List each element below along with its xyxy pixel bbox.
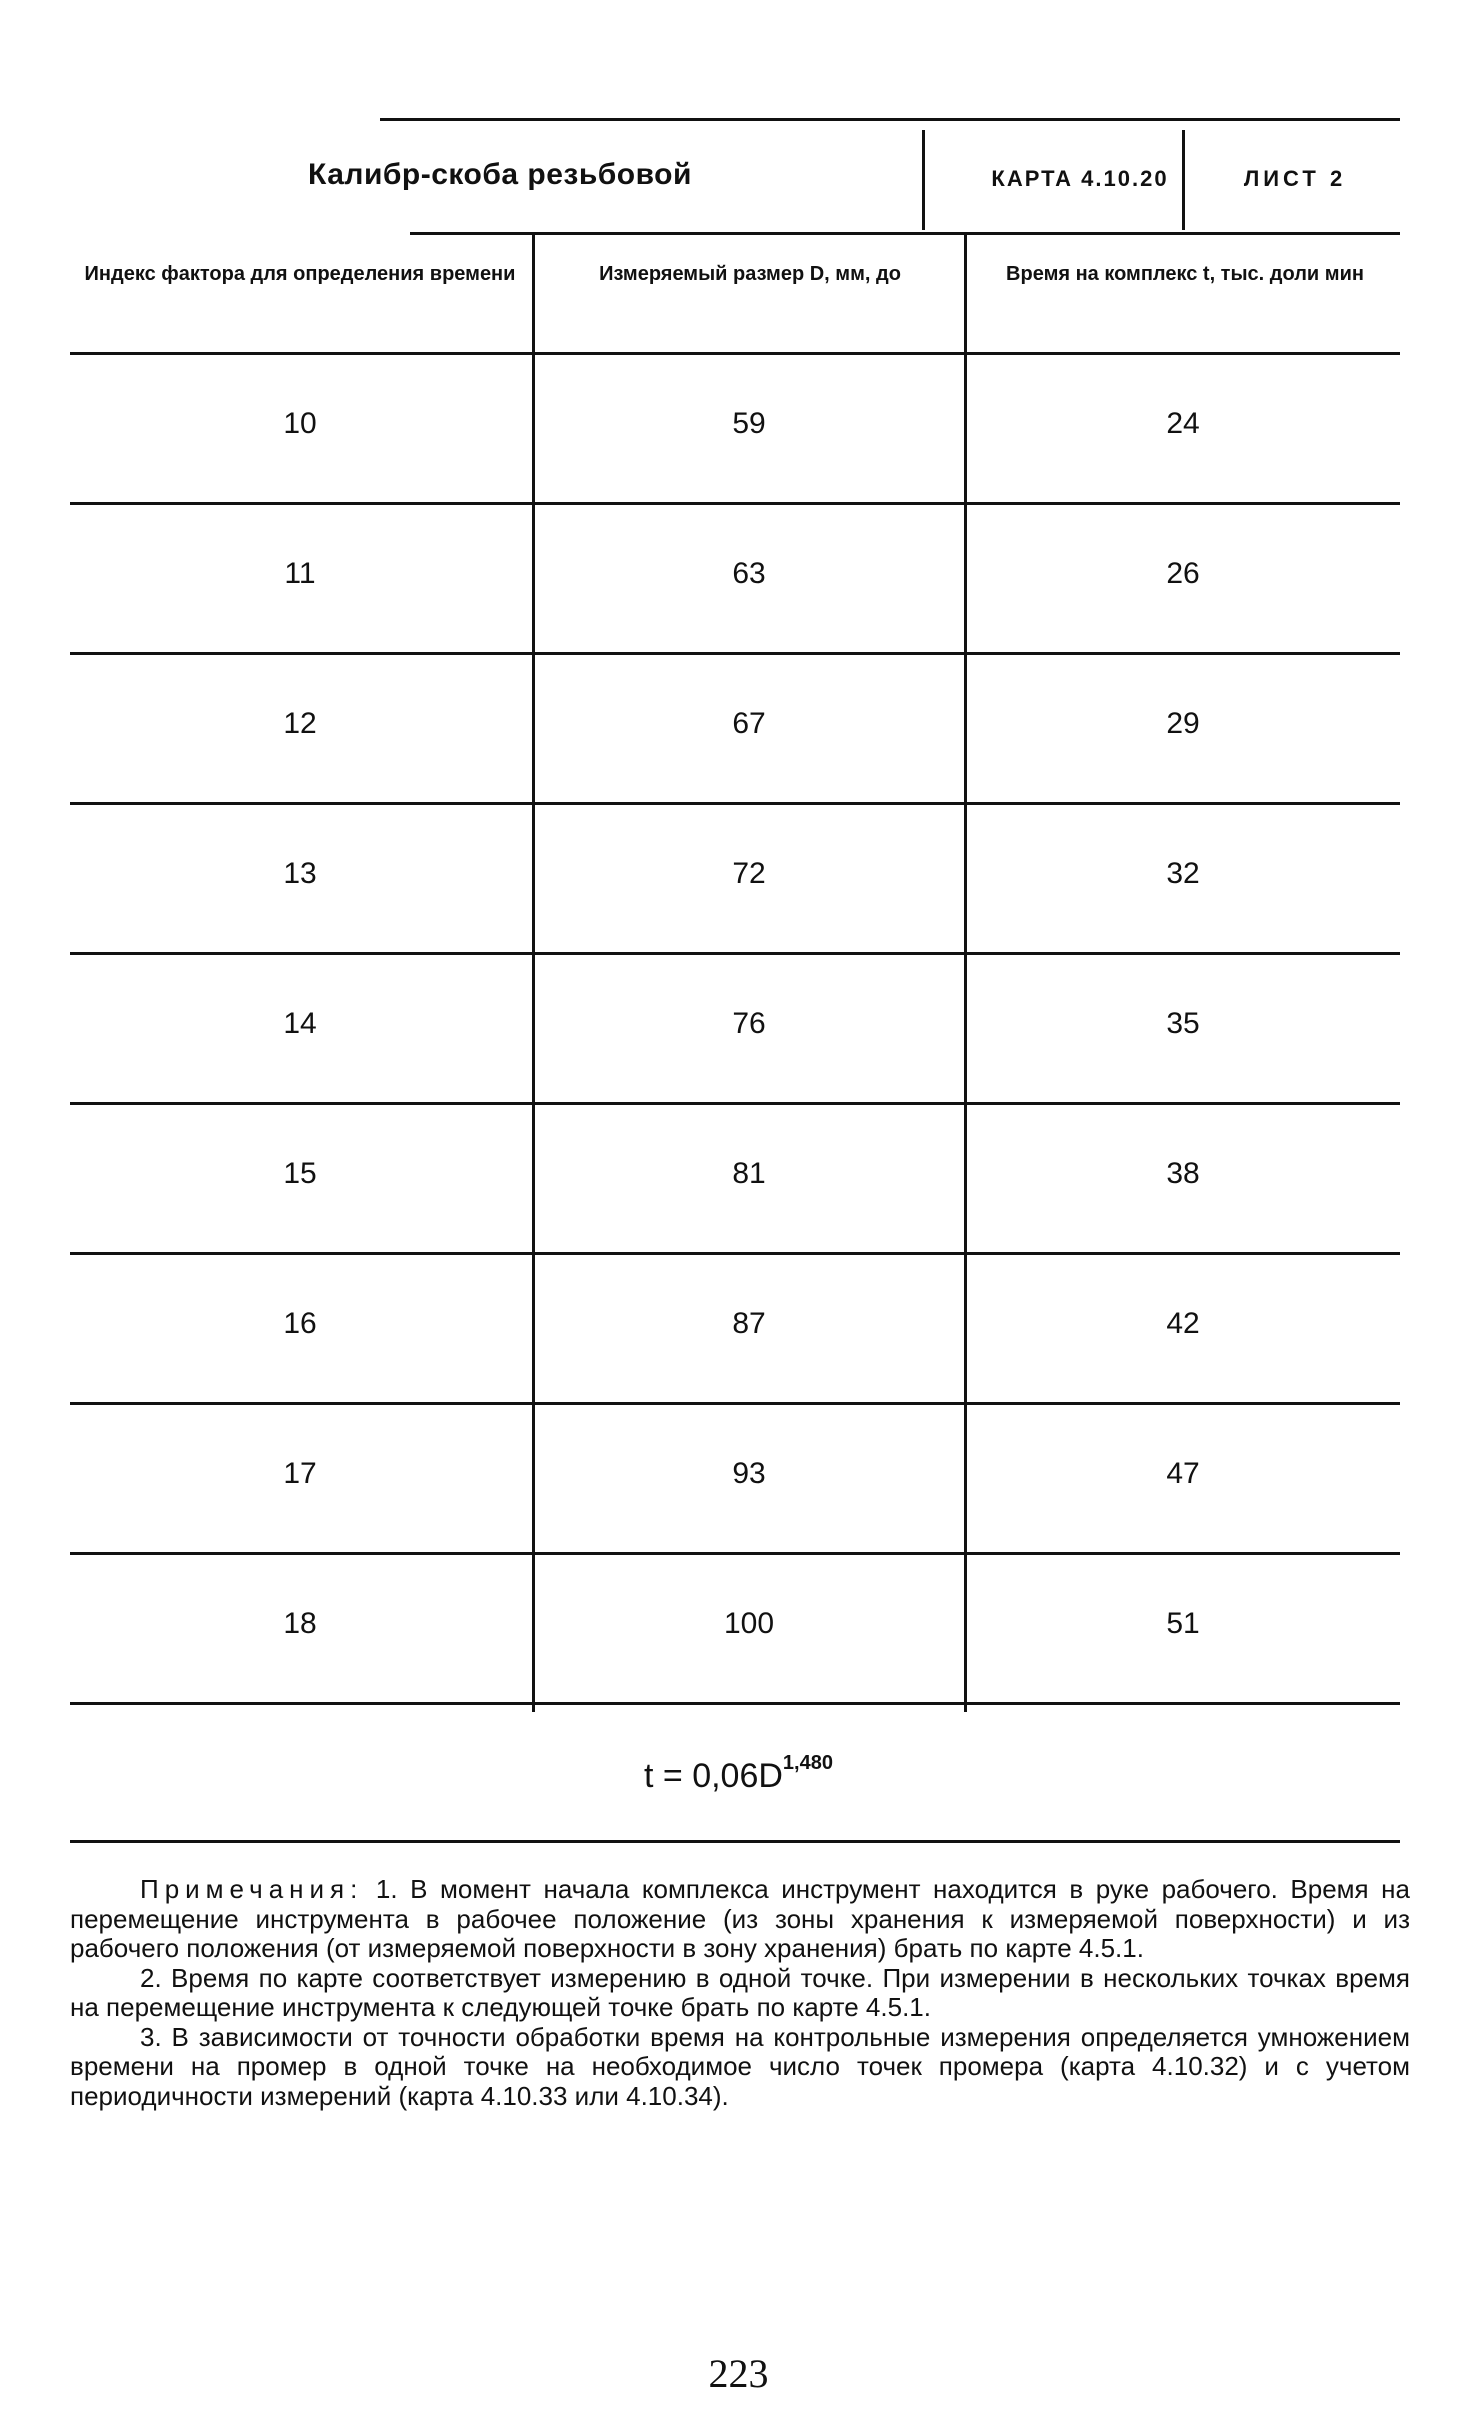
- table-cell: 59: [732, 407, 766, 440]
- table-cell: 67: [732, 707, 766, 740]
- formula: [0, 1752, 1477, 1796]
- table-cell: 18: [283, 1607, 317, 1640]
- note-2: 2. Время по карте соответствует измерению в одной точке. При измерении в нескольких точках время на перемещение инструмента к следующей точке брать по карте 4.5.1.: [70, 1962, 1410, 2022]
- column-header-size: Измеряемый размер D, мм, до: [599, 263, 901, 285]
- table-cell: 11: [284, 557, 316, 590]
- table-row-rule: [70, 1102, 1400, 1105]
- formula-rule: [70, 1840, 1400, 1843]
- formula-base: t = 0,06D: [644, 1757, 783, 1795]
- table-cell: 81: [732, 1157, 766, 1190]
- header-top-rule: [380, 118, 1400, 121]
- column-header-index: Индекс фактора для определения времени: [84, 263, 516, 285]
- table-row-rule: [70, 652, 1400, 655]
- table-row-rule: [70, 1552, 1400, 1555]
- card-title: Калибр-скоба резьбовой: [308, 158, 692, 191]
- table-cell: 13: [283, 857, 317, 890]
- card-header: [70, 122, 1400, 232]
- table-cell: 93: [732, 1457, 766, 1490]
- notes-section: [70, 1875, 1410, 2111]
- table-row-rule: [70, 1252, 1400, 1255]
- table-cell: 100: [723, 1607, 775, 1640]
- table-cell: 35: [1166, 1007, 1200, 1040]
- table-cell: 72: [732, 857, 766, 890]
- table-cell: 10: [283, 407, 317, 440]
- table-cell: 42: [1166, 1307, 1200, 1340]
- table-cell: 12: [283, 707, 317, 740]
- table-row-rule: [70, 502, 1400, 505]
- table-cell: 63: [732, 557, 766, 590]
- table-cell: 38: [1166, 1157, 1200, 1190]
- table-rule: [70, 352, 1400, 355]
- header-divider: [922, 130, 925, 230]
- table-cell: 16: [283, 1307, 317, 1340]
- table-cell: 24: [1166, 407, 1200, 440]
- table-cell: 14: [283, 1007, 317, 1040]
- card-number: КАРТА 4.10.20: [991, 166, 1169, 191]
- table-row-rule: [70, 1702, 1400, 1705]
- page-number: 223: [708, 2351, 769, 2396]
- table-cell: 87: [732, 1307, 766, 1340]
- table-cell: 15: [283, 1157, 317, 1190]
- header-divider: [1182, 130, 1185, 230]
- table-cell: 51: [1166, 1607, 1200, 1640]
- notes-label: Примечания:: [140, 1874, 364, 1904]
- table-row-rule: [70, 952, 1400, 955]
- table-cell: 76: [732, 1007, 766, 1040]
- table-row-rule: [70, 1402, 1400, 1405]
- table-row-rule: [70, 802, 1400, 805]
- note-3: 3. В зависимости от точности обработки время на контрольные измерения определяется умножением времени на промер в одной точке на необходимое число точек промера (карта 4.10.32) и с учетом периодичности измерений (карта 4.10.33 или 4.10.34).: [70, 2021, 1410, 2111]
- table-cell: 26: [1166, 557, 1200, 590]
- column-header-time: Время на комплекс t, тыс. доли мин: [1006, 263, 1364, 285]
- note-1: Примечания: 1. В момент начала комплекса инструмент находится в руке рабочего. Время на перемещение инструмента в рабочее положение (из зоны хранения к измеряемой поверхности) и из рабочего положения (от измеряемой поверхности в зону хранения) брать по карте 4.5.1.: [70, 1874, 1410, 1963]
- table-cell: 29: [1166, 707, 1200, 740]
- table-cell: 32: [1166, 857, 1200, 890]
- sheet-number: ЛИСТ 2: [1243, 166, 1347, 191]
- table-cell: 47: [1166, 1457, 1200, 1490]
- table-cell: 17: [283, 1457, 317, 1490]
- formula-exponent: 1,480: [782, 1752, 833, 1774]
- table-rule: [410, 232, 1400, 235]
